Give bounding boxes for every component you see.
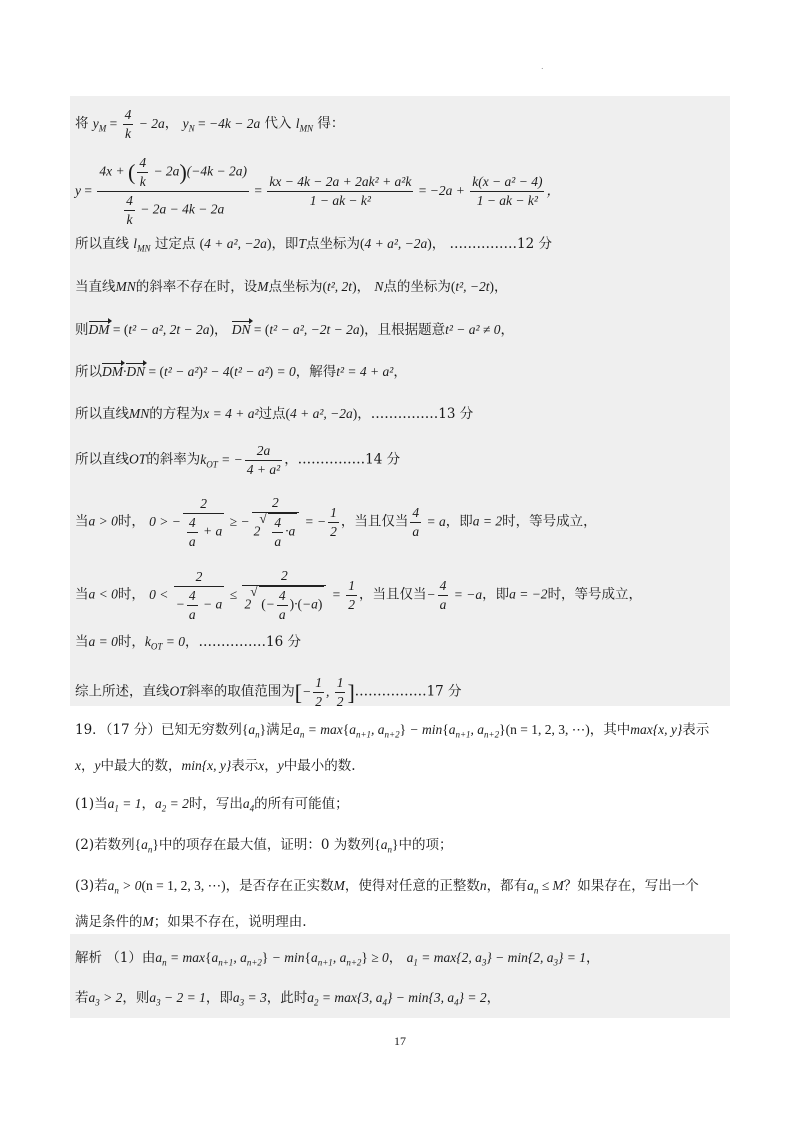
problem19-q3: (3)若$a_n > 0(n = 1$, 2, 3, ⋯)，是否存在正实数M，使得对任意的正整数n，都有$a_n \le M$？如果存在，写出一个: [75, 878, 699, 896]
score-text: ，……………14 分: [284, 451, 401, 468]
page-number: 17: [394, 1034, 406, 1048]
text: 代入: [264, 115, 292, 132]
text: ；如果不存在，说明理由.: [153, 914, 307, 930]
text: 中的项；: [398, 837, 453, 853]
text: 当: [75, 586, 89, 603]
text: ，即: [445, 513, 473, 530]
text: 所以直线: [75, 406, 129, 422]
solution-line-2-equation: y = 4x + ( $\frac{4}{k}$ − 2a)(−4k − 2a) $\frac{4}{k}$ − 2a − 4k − 2a = $\frac{\text{kx − 4k − 2a + 2ak² + a²k}}{\text{1 − ak − k²}}$ = −2a + $\frac{\text{k(x − a² − 4)}}{\text{1 − ak − k²}}$ ，: [75, 155, 560, 227]
text: 中的项存在最大值，证明：0 为数列: [158, 837, 375, 853]
text: 过定点: [154, 236, 196, 252]
problem19-q2: (2)若数列$\{a_n\}$中的项存在最大值，证明：0 为数列$\{a_n\}$中的项；: [75, 837, 453, 855]
text: 将: [75, 115, 89, 132]
problem19-q3-line2: 满足条件的M；如果不存在，说明理由.: [75, 914, 307, 930]
text: ，解得: [295, 364, 337, 380]
problem19-q1: (1)当$a_1 = 1$，$a_2 = 2$时，写出$a_4$的所有可能值；: [75, 796, 349, 814]
text: ，即: [271, 236, 299, 252]
text: 综上所述，直线: [75, 683, 170, 700]
text: 时，: [117, 634, 145, 650]
text: ，: [356, 279, 371, 295]
problem19-line-2: x，y中最大的数，min{x, y}表示x，y中最小的数.: [75, 758, 356, 774]
text: 点坐标为: [305, 236, 360, 252]
text: （1）由: [106, 950, 156, 966]
solution-line-6: 所以DM·DN = (t² − a²)² − 4(t² − a²) = 0，解得t² = 4 + a²，: [75, 364, 407, 380]
solution-line-4: 当直线MN的斜率不存在时，设M点坐标为(t², 2t)， N点的坐标为(t², −2t)，: [75, 279, 508, 295]
solution-line-1: 将 $y_M$ = $\frac{4}{k}$ − 2a， $y_N = -4k - 2a$ 代入 $l_{MN}$ 得：: [75, 107, 345, 141]
text: ，此时: [266, 990, 308, 1006]
text: 19．（17 分）已知无穷数列: [75, 722, 242, 738]
text: 时，: [117, 513, 145, 530]
solution-line-8: 所以直线OT的斜率为$k_{OT}$ = − $\frac{2a}{\text{4 + a²}}$ ，……………14 分: [75, 443, 401, 477]
text: 若: [75, 990, 89, 1006]
text: 所以: [75, 364, 102, 380]
analysis-line-2: 若$a_3 > 2$，则$a_3 - 2 = 1$，即$a_3 = 3$，此时$a_2 = \max\{3$, $a_4\} - \min\{3$, $a_4\} = 2$，: [75, 990, 501, 1008]
text: 得：: [317, 115, 345, 132]
score-text: ……………12 分: [449, 236, 553, 252]
text: ，当且仅当: [340, 513, 409, 530]
text: (2)若数列: [75, 837, 135, 853]
solution-line-10: 当a < 0时， 0 < 2 − $\frac{4}{a}$ − a ≤ 2 2√ (− $\frac{4}{a}$ )·(−a) = $\frac{1}{2}$ ，当且仅当− $\frac{4}{a}$ = −a，即a = −2时，等号成立，: [75, 567, 642, 624]
text: ，即: [482, 586, 510, 603]
text: 所以直线: [75, 236, 129, 252]
text: ，都有: [486, 878, 528, 894]
text: 时，等号成立，: [502, 513, 597, 530]
text: 则: [75, 322, 89, 338]
text: 表示: [231, 758, 259, 774]
solution-line-5: 则DM = (t² − a², 2t − 2a)， DN = (t² − a², −2t − 2a)，且根据题意t² − a² ≠ 0，: [75, 322, 514, 338]
solution-line-9: 当a > 0时， 0 > − 2 $\frac{4}{a}$ + a ≥ − 2 2 √ $\frac{4}{a}$ ·a = − $\frac{1}{2}$ ，当且仅当 $\frac{4}{a}$ = a，即a = 2时，等号成立，: [75, 494, 597, 551]
text: 当: [75, 634, 89, 650]
text: 表示: [682, 722, 710, 738]
text: 当: [75, 513, 89, 530]
text: 中最小的数.: [283, 758, 356, 774]
text: 满足条件的: [75, 914, 143, 930]
text: 斜率的取值范围为: [186, 683, 295, 700]
analysis-line-1: 解析 （1）由$a_n = \max\{a_{n+1}$, $a_{n+2}\} - \min\{a_{n+1}$, $a_{n+2}\} \ge 0$， $a_1 = \max\{2$, $a_3\} - \min\{2$, $a_3\} = 1$，: [75, 950, 600, 968]
text: ，是否存在正实数: [225, 878, 334, 894]
text: ，其中: [589, 722, 631, 738]
text: 点坐标为: [268, 279, 323, 295]
text: 的方程为: [149, 406, 204, 422]
score-text: ，……………16 分: [185, 634, 301, 650]
text: ，且根据题意: [364, 322, 446, 338]
text: 中最大的数，: [100, 758, 182, 774]
text: 时，写出: [188, 796, 243, 812]
text: 时，: [117, 586, 145, 603]
text: 的所有可能值；: [254, 796, 349, 812]
text: ，则: [122, 990, 150, 1006]
problem19-line-1: 19．（17 分）已知无穷数列$\{a_n\}$满足$a_n = \max\{a_{n+1}$, $a_{n+2}\} - \min\{a_{n+1}$, $a_{n+2}\}(n = 1$, 2, 3, ⋯)，其中max{x, y}表示: [75, 722, 710, 740]
solution-line-11: 当a = 0时，$k_{OT} = 0$，……………16 分: [75, 634, 301, 652]
text: ，使得对任意的正整数: [344, 878, 480, 894]
solution-line-12: 综上所述，直线OT斜率的取值范围为[− $\frac{1}{2}$ , $\frac{1}{2}$ ].……………17 分: [75, 675, 462, 709]
text: 时，等号成立，: [547, 586, 643, 603]
text: ，当且仅当: [358, 586, 427, 603]
text: ？如果存在，写出一个: [563, 878, 699, 894]
text: (3)若: [75, 878, 108, 894]
text: 的斜率不存在时，设: [135, 279, 258, 295]
top-mark: .: [541, 62, 544, 71]
text: 的斜率为: [146, 451, 201, 468]
text: (1)当: [75, 796, 108, 812]
score-text: .……………17 分: [354, 683, 462, 700]
analysis-label: 解析: [75, 950, 102, 966]
text: 点的坐标为: [383, 279, 451, 295]
solution-line-3: 所以直线 $l_{MN}$ 过定点 (4 + a², −2a)，即T点坐标为(4 + a², −2a)， ……………12 分: [75, 236, 553, 254]
text: 过点: [258, 406, 286, 422]
text: ，即: [205, 990, 233, 1006]
text: 当直线: [75, 279, 116, 295]
score-text: ，……………13 分: [357, 406, 474, 422]
text: 所以直线: [75, 451, 129, 468]
solution-line-7: 所以直线MN的方程为x = 4 + a²过点(4 + a², −2a)，……………13 分: [75, 406, 474, 422]
text: 满足: [266, 722, 294, 738]
